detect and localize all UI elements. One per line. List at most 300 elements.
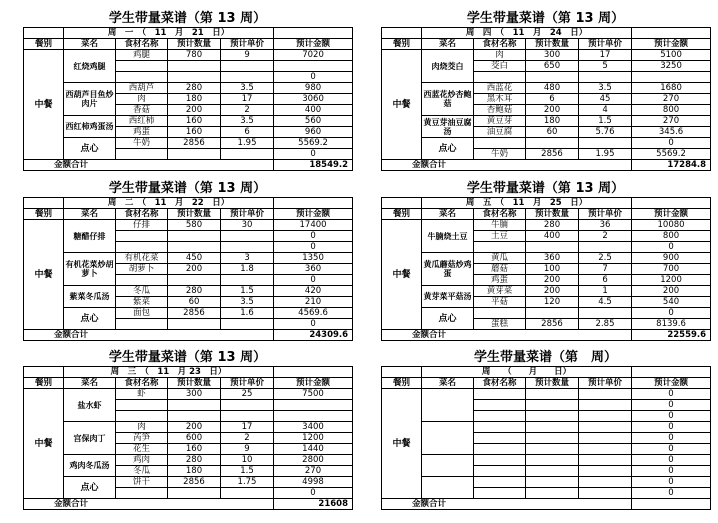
price-cell: [221, 275, 274, 286]
qty-cell: 400: [526, 231, 579, 242]
amount-cell: 0: [632, 138, 711, 149]
total-value: 18549.2: [274, 160, 353, 171]
qty-cell: 600: [168, 433, 221, 444]
price-cell: [579, 477, 632, 488]
header-row: [24, 39, 353, 50]
price-cell: [579, 422, 632, 433]
table-row: [24, 455, 353, 466]
total-row: [382, 499, 711, 510]
ingredient-cell: 肉: [474, 50, 526, 61]
total-label: 金额合计: [24, 160, 274, 171]
price-cell: [579, 466, 632, 477]
qty-cell: [526, 308, 579, 319]
dish-name: [422, 477, 474, 499]
table-row: [382, 138, 711, 149]
menu-title: 学生带量菜谱（第 周）: [473, 350, 617, 365]
table-row: [382, 253, 711, 264]
menu-title: 学生带量菜谱（第 13 周）: [108, 350, 267, 365]
header-qty: 预计数量: [168, 378, 221, 389]
total-label: 金额合计: [24, 499, 274, 510]
amount-cell: 700: [632, 264, 711, 275]
amount-cell: 345.6: [632, 127, 711, 138]
price-cell: [579, 389, 632, 400]
header-dish: 菜名: [422, 39, 474, 50]
price-cell: 1.5: [221, 466, 274, 477]
header-row: [382, 378, 711, 389]
ingredient-cell: 黑木耳: [474, 94, 526, 105]
amount-cell: 0: [632, 466, 711, 477]
dish-name: 黄瓜蘑菇炒鸡蛋: [422, 253, 474, 286]
header-dish: 菜名: [64, 209, 116, 220]
amount-cell: 560: [274, 116, 353, 127]
header-amount: 预计金额: [274, 378, 353, 389]
amount-cell: 210: [274, 297, 353, 308]
qty-cell: [526, 477, 579, 488]
price-cell: [221, 61, 274, 72]
qty-cell: 780: [168, 50, 221, 61]
price-cell: 6: [579, 275, 632, 286]
amount-cell: 4998: [274, 477, 353, 488]
dish-name: 牛腩烧土豆: [422, 220, 474, 253]
qty-cell: [168, 72, 221, 83]
ingredient-cell: 黄芽菜: [474, 286, 526, 297]
meal-type-cell: 中餐: [24, 389, 64, 499]
ingredient-cell: [116, 488, 168, 499]
ingredient-cell: 西葫芦: [116, 83, 168, 94]
header-qty: 预计数量: [168, 39, 221, 50]
dish-name: 点心: [64, 308, 116, 330]
header-meal-type: 餐别: [24, 378, 64, 389]
price-cell: 3.5: [221, 116, 274, 127]
table-row: [24, 308, 353, 319]
total-value: [632, 499, 711, 510]
price-cell: 1.5: [221, 286, 274, 297]
qty-cell: 60: [526, 127, 579, 138]
ingredient-cell: [116, 231, 168, 242]
date-spacer: [274, 367, 353, 378]
amount-cell: 1200: [274, 433, 353, 444]
header-qty: 预计数量: [168, 209, 221, 220]
price-cell: 30: [221, 220, 274, 231]
price-cell: 5.76: [579, 127, 632, 138]
qty-cell: 2856: [168, 477, 221, 488]
qty-cell: [526, 242, 579, 253]
price-cell: 9: [221, 444, 274, 455]
date-row: [382, 28, 711, 39]
header-amount: 预计金额: [632, 39, 711, 50]
table-row: [382, 83, 711, 94]
price-cell: 7: [579, 264, 632, 275]
price-cell: 17: [579, 50, 632, 61]
header-dish: 菜名: [64, 39, 116, 50]
qty-cell: [526, 433, 579, 444]
date-row: [382, 198, 711, 209]
total-row: [24, 330, 353, 341]
header-ingredient: 食材名称: [474, 39, 526, 50]
menu-title: 学生带量菜谱（第 13 周）: [466, 181, 625, 196]
total-row: [382, 160, 711, 171]
table-row: [382, 308, 711, 319]
amount-cell: 0: [632, 433, 711, 444]
ingredient-cell: 肉: [116, 94, 168, 105]
amount-cell: 270: [274, 466, 353, 477]
qty-cell: [526, 455, 579, 466]
header-qty: 预计数量: [526, 209, 579, 220]
qty-cell: [168, 231, 221, 242]
qty-cell: 2856: [526, 319, 579, 330]
table-row: [24, 286, 353, 297]
amount-cell: 540: [632, 297, 711, 308]
ingredient-cell: 鸡蛋: [116, 127, 168, 138]
header-dish: 菜名: [64, 378, 116, 389]
day-block-wednesday: [23, 350, 352, 510]
date-label: 周 二 （ 11 月 22 日）: [64, 198, 274, 209]
qty-cell: 2856: [168, 308, 221, 319]
qty-cell: 280: [168, 286, 221, 297]
amount-cell: 420: [274, 286, 353, 297]
qty-cell: 6: [526, 94, 579, 105]
ingredient-cell: [474, 138, 526, 149]
qty-cell: [168, 275, 221, 286]
ingredient-cell: 仔排: [116, 220, 168, 231]
ingredient-cell: 花生: [116, 444, 168, 455]
price-cell: 25: [221, 389, 274, 400]
amount-cell: 7500: [274, 389, 353, 400]
date-spacer: [274, 198, 353, 209]
menu-table: [381, 197, 711, 341]
header-price: 预计单价: [579, 39, 632, 50]
total-value: 24309.6: [274, 330, 353, 341]
date-spacer: [382, 198, 422, 209]
total-label: 金额合计: [382, 499, 632, 510]
date-label: 周 （ 月 日）: [422, 367, 632, 378]
ingredient-cell: 西蓝花: [474, 83, 526, 94]
price-cell: [579, 455, 632, 466]
ingredient-cell: [116, 61, 168, 72]
dish-name: [422, 455, 474, 477]
price-cell: [221, 411, 274, 422]
amount-cell: 1680: [632, 83, 711, 94]
qty-cell: 280: [526, 220, 579, 231]
amount-cell: 0: [632, 444, 711, 455]
ingredient-cell: [474, 308, 526, 319]
amount-cell: 0: [632, 455, 711, 466]
price-cell: [579, 433, 632, 444]
amount-cell: 10080: [632, 220, 711, 231]
header-meal-type: 餐别: [24, 209, 64, 220]
ingredient-cell: [474, 389, 526, 400]
header-ingredient: 食材名称: [474, 378, 526, 389]
table-row: [382, 477, 711, 488]
date-label: 周 一 （ 11 月 21 日）: [64, 28, 274, 39]
amount-cell: 1200: [632, 275, 711, 286]
header-amount: 预计金额: [632, 378, 711, 389]
amount-cell: 0: [274, 149, 353, 160]
header-qty: 预计数量: [526, 378, 579, 389]
qty-cell: 180: [168, 466, 221, 477]
header-row: [24, 209, 353, 220]
menu-table: [23, 197, 353, 341]
qty-cell: 280: [168, 455, 221, 466]
price-cell: 2.5: [579, 253, 632, 264]
total-label: 金额合计: [382, 160, 632, 171]
amount-cell: [274, 411, 353, 422]
price-cell: 17: [221, 94, 274, 105]
amount-cell: 1440: [274, 444, 353, 455]
price-cell: 5: [579, 61, 632, 72]
price-cell: 1.6: [221, 308, 274, 319]
table-row: [24, 138, 353, 149]
dish-name: 点心: [64, 138, 116, 160]
total-value: 21608: [274, 499, 353, 510]
qty-cell: 160: [168, 116, 221, 127]
qty-cell: [168, 411, 221, 422]
table-row: [382, 422, 711, 433]
ingredient-cell: 紫菜: [116, 297, 168, 308]
ingredient-cell: 牛奶: [474, 149, 526, 160]
total-row: [24, 160, 353, 171]
menu-table: [381, 27, 711, 171]
amount-cell: 0: [632, 488, 711, 499]
ingredient-cell: 冬瓜: [116, 286, 168, 297]
amount-cell: 5569.2: [632, 149, 711, 160]
price-cell: [579, 400, 632, 411]
price-cell: 2: [579, 231, 632, 242]
amount-cell: 3250: [632, 61, 711, 72]
amount-cell: 1350: [274, 253, 353, 264]
ingredient-cell: 面包: [116, 308, 168, 319]
dish-name: 黄芽菜平菇汤: [422, 286, 474, 308]
header-ingredient: 食材名称: [116, 39, 168, 50]
table-row: [382, 220, 711, 231]
price-cell: 9: [221, 50, 274, 61]
price-cell: [221, 242, 274, 253]
table-row: [382, 389, 711, 400]
price-cell: 1.95: [579, 149, 632, 160]
date-spacer: [382, 367, 422, 378]
qty-cell: 580: [168, 220, 221, 231]
date-spacer: [274, 28, 353, 39]
ingredient-cell: 西红柿: [116, 116, 168, 127]
ingredient-cell: [474, 400, 526, 411]
price-cell: 17: [221, 422, 274, 433]
dish-name: 有机花菜炒胡萝卜: [64, 253, 116, 286]
price-cell: [579, 411, 632, 422]
amount-cell: 200: [632, 286, 711, 297]
ingredient-cell: 蘑菇: [474, 264, 526, 275]
date-row: [24, 28, 353, 39]
amount-cell: 4569.6: [274, 308, 353, 319]
dish-name: 点心: [422, 308, 474, 330]
price-cell: 4: [579, 105, 632, 116]
dish-name: 宫保肉丁: [64, 422, 116, 455]
qty-cell: [168, 242, 221, 253]
price-cell: [221, 488, 274, 499]
amount-cell: 8139.6: [632, 319, 711, 330]
price-cell: 36: [579, 220, 632, 231]
date-spacer: [632, 28, 711, 39]
total-value: 22559.6: [632, 330, 711, 341]
amount-cell: 0: [274, 319, 353, 330]
amount-cell: 3400: [274, 422, 353, 433]
header-ingredient: 食材名称: [474, 209, 526, 220]
qty-cell: 120: [526, 297, 579, 308]
ingredient-cell: 土豆: [474, 231, 526, 242]
ingredient-cell: [474, 411, 526, 422]
amount-cell: 0: [632, 422, 711, 433]
ingredient-cell: 鸡蛋: [474, 275, 526, 286]
qty-cell: 200: [168, 422, 221, 433]
table-row: [24, 116, 353, 127]
amount-cell: 900: [632, 253, 711, 264]
qty-cell: [526, 466, 579, 477]
qty-cell: [526, 444, 579, 455]
table-row: [24, 389, 353, 400]
price-cell: 1.95: [221, 138, 274, 149]
qty-cell: 200: [168, 105, 221, 116]
amount-cell: 3060: [274, 94, 353, 105]
amount-cell: 5569.2: [274, 138, 353, 149]
price-cell: 45: [579, 94, 632, 105]
ingredient-cell: 饼干: [116, 477, 168, 488]
header-meal-type: 餐别: [382, 209, 422, 220]
menu-title: 学生带量菜谱（第 13 周）: [466, 11, 625, 26]
menu-table: [23, 366, 353, 510]
ingredient-cell: [474, 455, 526, 466]
amount-cell: 0: [632, 308, 711, 319]
ingredient-cell: 油豆腐: [474, 127, 526, 138]
qty-cell: 300: [168, 389, 221, 400]
ingredient-cell: 黄瓜: [474, 253, 526, 264]
qty-cell: [526, 72, 579, 83]
qty-cell: 300: [526, 50, 579, 61]
amount-cell: 270: [632, 94, 711, 105]
header-qty: 预计数量: [526, 39, 579, 50]
qty-cell: [526, 138, 579, 149]
header-amount: 预计金额: [274, 39, 353, 50]
ingredient-cell: 鸡腿: [116, 50, 168, 61]
total-row: [382, 330, 711, 341]
dish-name: 鸡肉冬瓜汤: [64, 455, 116, 477]
qty-cell: 2856: [168, 138, 221, 149]
meal-type-cell: 中餐: [382, 389, 422, 499]
price-cell: [221, 319, 274, 330]
table-row: [24, 83, 353, 94]
header-ingredient: 食材名称: [116, 378, 168, 389]
ingredient-cell: [474, 466, 526, 477]
amount-cell: 800: [632, 105, 711, 116]
ingredient-cell: 牛奶: [116, 138, 168, 149]
price-cell: [579, 138, 632, 149]
ingredient-cell: 蛋糕: [474, 319, 526, 330]
amount-cell: 0: [632, 400, 711, 411]
ingredient-cell: [474, 444, 526, 455]
amount-cell: [632, 72, 711, 83]
header-price: 预计单价: [579, 378, 632, 389]
table-row: [24, 50, 353, 61]
day-block-friday: [381, 181, 710, 341]
header-ingredient: 食材名称: [116, 209, 168, 220]
qty-cell: 60: [168, 297, 221, 308]
table-row: [24, 477, 353, 488]
amount-cell: [274, 400, 353, 411]
header-row: [24, 378, 353, 389]
dish-name: [422, 389, 474, 422]
amount-cell: 0: [274, 72, 353, 83]
price-cell: [579, 242, 632, 253]
header-price: 预计单价: [221, 39, 274, 50]
amount-cell: 980: [274, 83, 353, 94]
qty-cell: 650: [526, 61, 579, 72]
amount-cell: 0: [632, 242, 711, 253]
price-cell: 3.5: [579, 83, 632, 94]
table-row: [24, 253, 353, 264]
ingredient-cell: 杏鲍菇: [474, 105, 526, 116]
dish-name: 紫菜冬瓜汤: [64, 286, 116, 308]
total-label: 金额合计: [24, 330, 274, 341]
header-meal-type: 餐别: [382, 378, 422, 389]
qty-cell: 480: [526, 83, 579, 94]
qty-cell: [526, 488, 579, 499]
ingredient-cell: 胡萝卜: [116, 264, 168, 275]
price-cell: 3.5: [221, 83, 274, 94]
ingredient-cell: [474, 477, 526, 488]
qty-cell: 160: [168, 127, 221, 138]
qty-cell: [526, 422, 579, 433]
header-dish: 菜名: [422, 209, 474, 220]
amount-cell: 270: [632, 116, 711, 127]
ingredient-cell: 冬瓜: [116, 466, 168, 477]
price-cell: 3: [221, 253, 274, 264]
ingredient-cell: [116, 275, 168, 286]
header-meal-type: 餐别: [24, 39, 64, 50]
qty-cell: [168, 61, 221, 72]
dish-name: 西红柿鸡蛋汤: [64, 116, 116, 138]
table-row: [382, 116, 711, 127]
dish-name: 糖醋仔排: [64, 220, 116, 253]
dish-name: 红烧鸡腿: [64, 50, 116, 83]
qty-cell: 160: [168, 444, 221, 455]
table-row: [24, 422, 353, 433]
ingredient-cell: 芮笋: [116, 433, 168, 444]
date-spacer: [24, 198, 64, 209]
qty-cell: 100: [526, 264, 579, 275]
dish-name: 西蓝花炒杏鲍菇: [422, 83, 474, 116]
ingredient-cell: 虾: [116, 389, 168, 400]
amount-cell: 0: [632, 411, 711, 422]
price-cell: [221, 149, 274, 160]
total-row: [24, 499, 353, 510]
menu-table: [23, 27, 353, 171]
price-cell: [221, 72, 274, 83]
date-spacer: [382, 28, 422, 39]
dish-name: 盐水虾: [64, 389, 116, 422]
meal-type-cell: 中餐: [382, 220, 422, 330]
header-price: 预计单价: [579, 209, 632, 220]
price-cell: 3.5: [221, 297, 274, 308]
qty-cell: 180: [526, 116, 579, 127]
header-dish: 菜名: [422, 378, 474, 389]
table-row: [382, 455, 711, 466]
header-price: 预计单价: [221, 209, 274, 220]
meal-type-cell: 中餐: [382, 50, 422, 160]
header-amount: 预计金额: [274, 209, 353, 220]
qty-cell: 200: [526, 286, 579, 297]
qty-cell: 200: [526, 275, 579, 286]
date-spacer: [632, 198, 711, 209]
amount-cell: 2800: [274, 455, 353, 466]
header-amount: 预计金额: [632, 209, 711, 220]
